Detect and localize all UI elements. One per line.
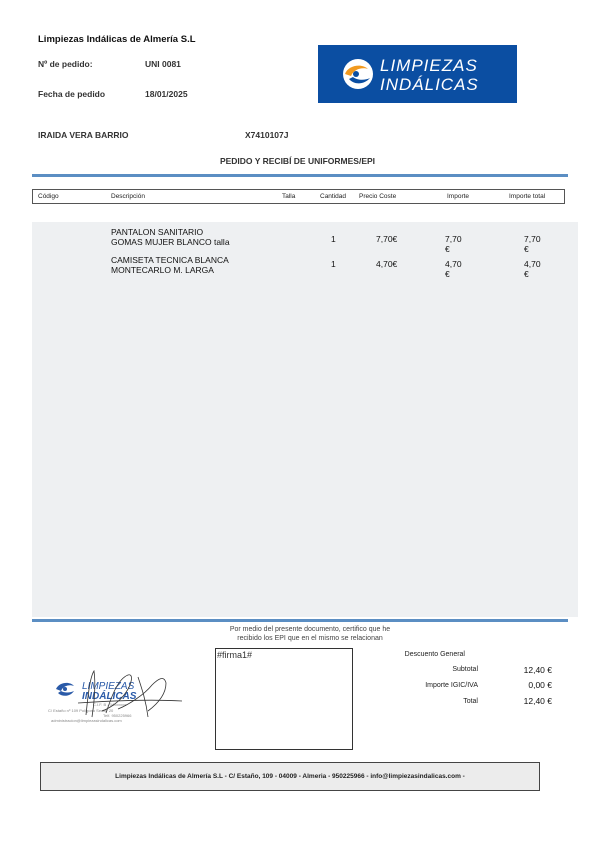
row-total: 4,70 € [524, 259, 541, 279]
row-total: 7,70 € [524, 234, 541, 254]
row-description: CAMISETA TECNICA BLANCA MONTECARLO M. LARGA [111, 255, 229, 275]
header-amount: Importe [447, 193, 470, 200]
header-quantity: Cantidad [320, 193, 347, 200]
row-quantity: 1 [331, 259, 336, 269]
table-header [32, 189, 565, 204]
employee-name: IRAIDA VERA BARRIO [38, 130, 129, 140]
tax-value: 0,00 € [528, 680, 552, 690]
signature-placeholder: #firma1# [217, 650, 253, 660]
row-price: 4,70€ [376, 259, 398, 269]
total-label: Total [463, 698, 478, 705]
header-description: Descripción [111, 193, 145, 200]
row-price: 7,70€ [376, 234, 398, 244]
logo-text-line2: INDÁLICAS [380, 75, 479, 94]
svg-text:LIMPIEZAS: LIMPIEZAS [82, 681, 135, 692]
bottom-accent-bar [32, 619, 568, 622]
stamp-logo-icon [48, 665, 186, 725]
header-code: Código [38, 193, 59, 200]
company-logo [318, 45, 517, 103]
header-price: Precio Coste [359, 193, 397, 200]
footer-info: Limpiezas Indálicas de Almería S.L - C/ Estaño, 109 - 04009 - Almeria - 950225966 - info@limpiezasindalicas.com - [40, 762, 540, 791]
company-name: Limpiezas Indálicas de Almería S.L [38, 34, 196, 45]
svg-text:administracion@limpiezasindali: administracion@limpiezasindalicas.com [51, 718, 122, 723]
order-number-label: Nº de pedido: [38, 59, 93, 69]
svg-text:INDÁLICAS: INDÁLICAS [82, 691, 137, 702]
table-body [32, 222, 578, 617]
document-title: PEDIDO Y RECIBÍ DE UNIFORMES/EPI [219, 156, 376, 166]
row-amount: 7,70 € [445, 234, 462, 254]
order-date: 18/01/2025 [145, 89, 188, 99]
subtotal-value: 12,40 € [523, 665, 552, 675]
subtotal-label: Subtotal [452, 666, 478, 673]
order-number: UNI 0081 [145, 59, 181, 69]
header-total: Importe total [509, 193, 546, 200]
company-stamp [48, 665, 186, 725]
logo-text-line1: LIMPIEZAS [380, 56, 478, 75]
row-description: PANTALON SANITARIO GOMAS MUJER BLANCO talla [111, 227, 230, 247]
svg-text:C.I.F. B - 04xxxxxx: C.I.F. B - 04xxxxxx [93, 702, 127, 707]
tax-label: Importe IGIC/IVA [425, 682, 478, 689]
total-value: 12,40 € [523, 696, 552, 706]
discount-label: Descuento General [404, 651, 465, 658]
logo-mark-icon [343, 59, 373, 89]
order-date-label: Fecha de pedido [38, 89, 106, 99]
svg-text:Telf. 950225966: Telf. 950225966 [103, 713, 132, 718]
row-quantity: 1 [331, 234, 336, 244]
svg-text:C/ Estaño nº 109 Polígono Sect: C/ Estaño nº 109 Polígono Sector 20 [48, 708, 114, 713]
row-amount: 4,70 € [445, 259, 462, 279]
header-size: Talla [282, 193, 296, 200]
certification-text: Por medio del presente documento, certifico que he recibido los EPI que en el mismo se relacionan [229, 626, 391, 642]
signature-box[interactable] [215, 648, 353, 750]
employee-id: X7410107J [245, 130, 289, 140]
top-accent-bar [32, 174, 568, 177]
